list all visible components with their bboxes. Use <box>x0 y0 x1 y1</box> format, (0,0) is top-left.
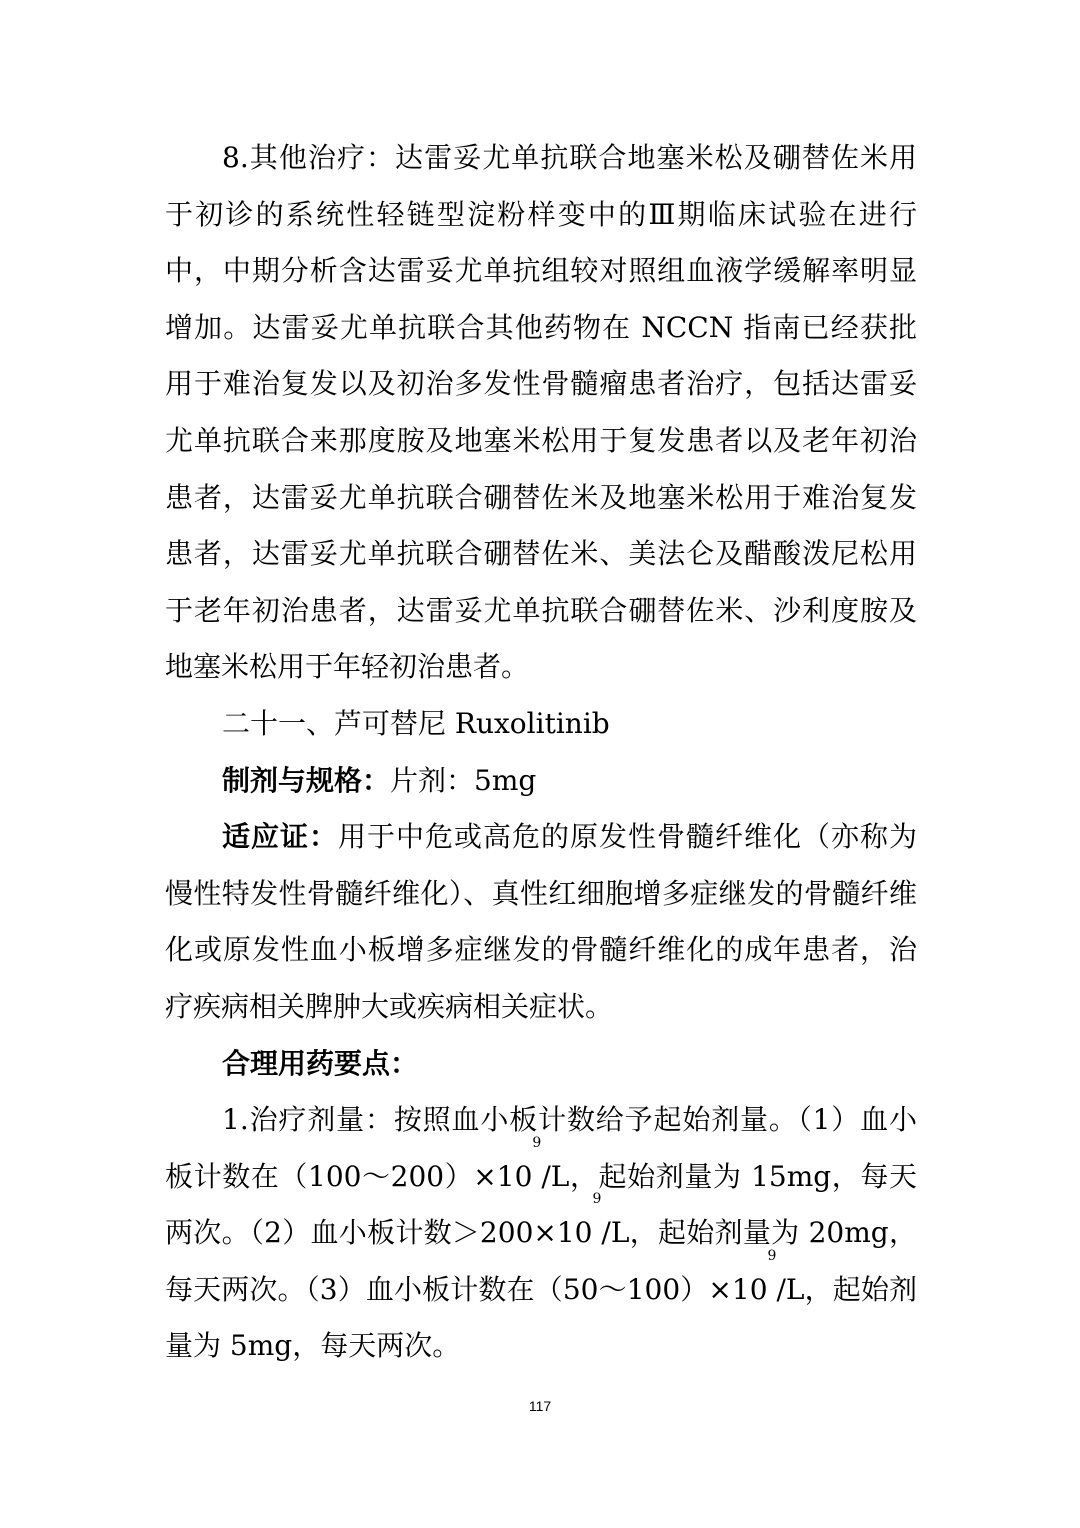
paragraph-indication <box>165 809 917 1035</box>
page-number: 117 <box>528 1398 552 1414</box>
specification-label: 制剂与规格： <box>222 763 391 797</box>
dosage-text-1: 1.治疗剂量：按照血小板计数给予起始剂量。（1）血小板计数在（100～200）×10 <box>165 1103 917 1193</box>
key-points-heading: 合理用药要点： <box>222 1046 419 1080</box>
dosage-text-2: /L，起始剂量为 15mg，每天两次。（2）血小板计数＞200×10 <box>165 1159 917 1250</box>
specification-value: 片剂：5mg <box>390 763 537 797</box>
dosage-text-4: /L，起始剂量为 5mg，每天两次。 <box>165 1272 917 1363</box>
indication-label: 适应证： <box>222 820 338 854</box>
page-body <box>165 130 917 1375</box>
indication-value: 用于中危或高危的原发性骨髓纤维化（亦称为慢性特发性骨髓纤维化）、真性红细胞增多症继发的骨髓纤维化或原发性血小板增多症继发的骨髓纤维化的成年患者，治疗疾病相关脾肿大或疾病相关症状。 <box>165 820 917 1023</box>
paragraph-dosage <box>165 1092 917 1375</box>
exponent-1: 9 <box>532 1134 542 1151</box>
dosage-text-3: /L，起始剂量为 20mg，每天两次。（3）血小板计数在（50～100）×10 <box>165 1216 917 1306</box>
paragraph-specification <box>165 753 917 810</box>
exponent-2: 9 <box>592 1191 602 1208</box>
section-heading-ruxolitinib: 二十一、芦可替尼 Ruxolitinib <box>222 706 610 740</box>
exponent-3: 9 <box>767 1247 777 1264</box>
paragraph-other-treatment: 8.其他治疗：达雷妥尤单抗联合地塞米松及硼替佐米用于初诊的系统性轻链型淀粉样变中的Ⅲ期临床试验在进行中，中期分析含达雷妥尤单抗组较对照组血液学缓解率明显增加。达雷妥尤单抗联合其他药物在 NCCN 指南已经获批用于难治复发以及初治多发性骨髓瘤患者治疗，包括达雷妥尤单抗联合来那度胺及地塞米松用于复发患者以及老年初治患者，达雷妥尤单抗联合硼替佐米及地塞米松用于难治复发患者，达雷妥尤单抗联合硼替佐米、美法仑及醋酸泼尼松用于老年初治患者，达雷妥尤单抗联合硼替佐米、沙利度胺及地塞米松用于年轻初治患者。 <box>165 141 917 684</box>
